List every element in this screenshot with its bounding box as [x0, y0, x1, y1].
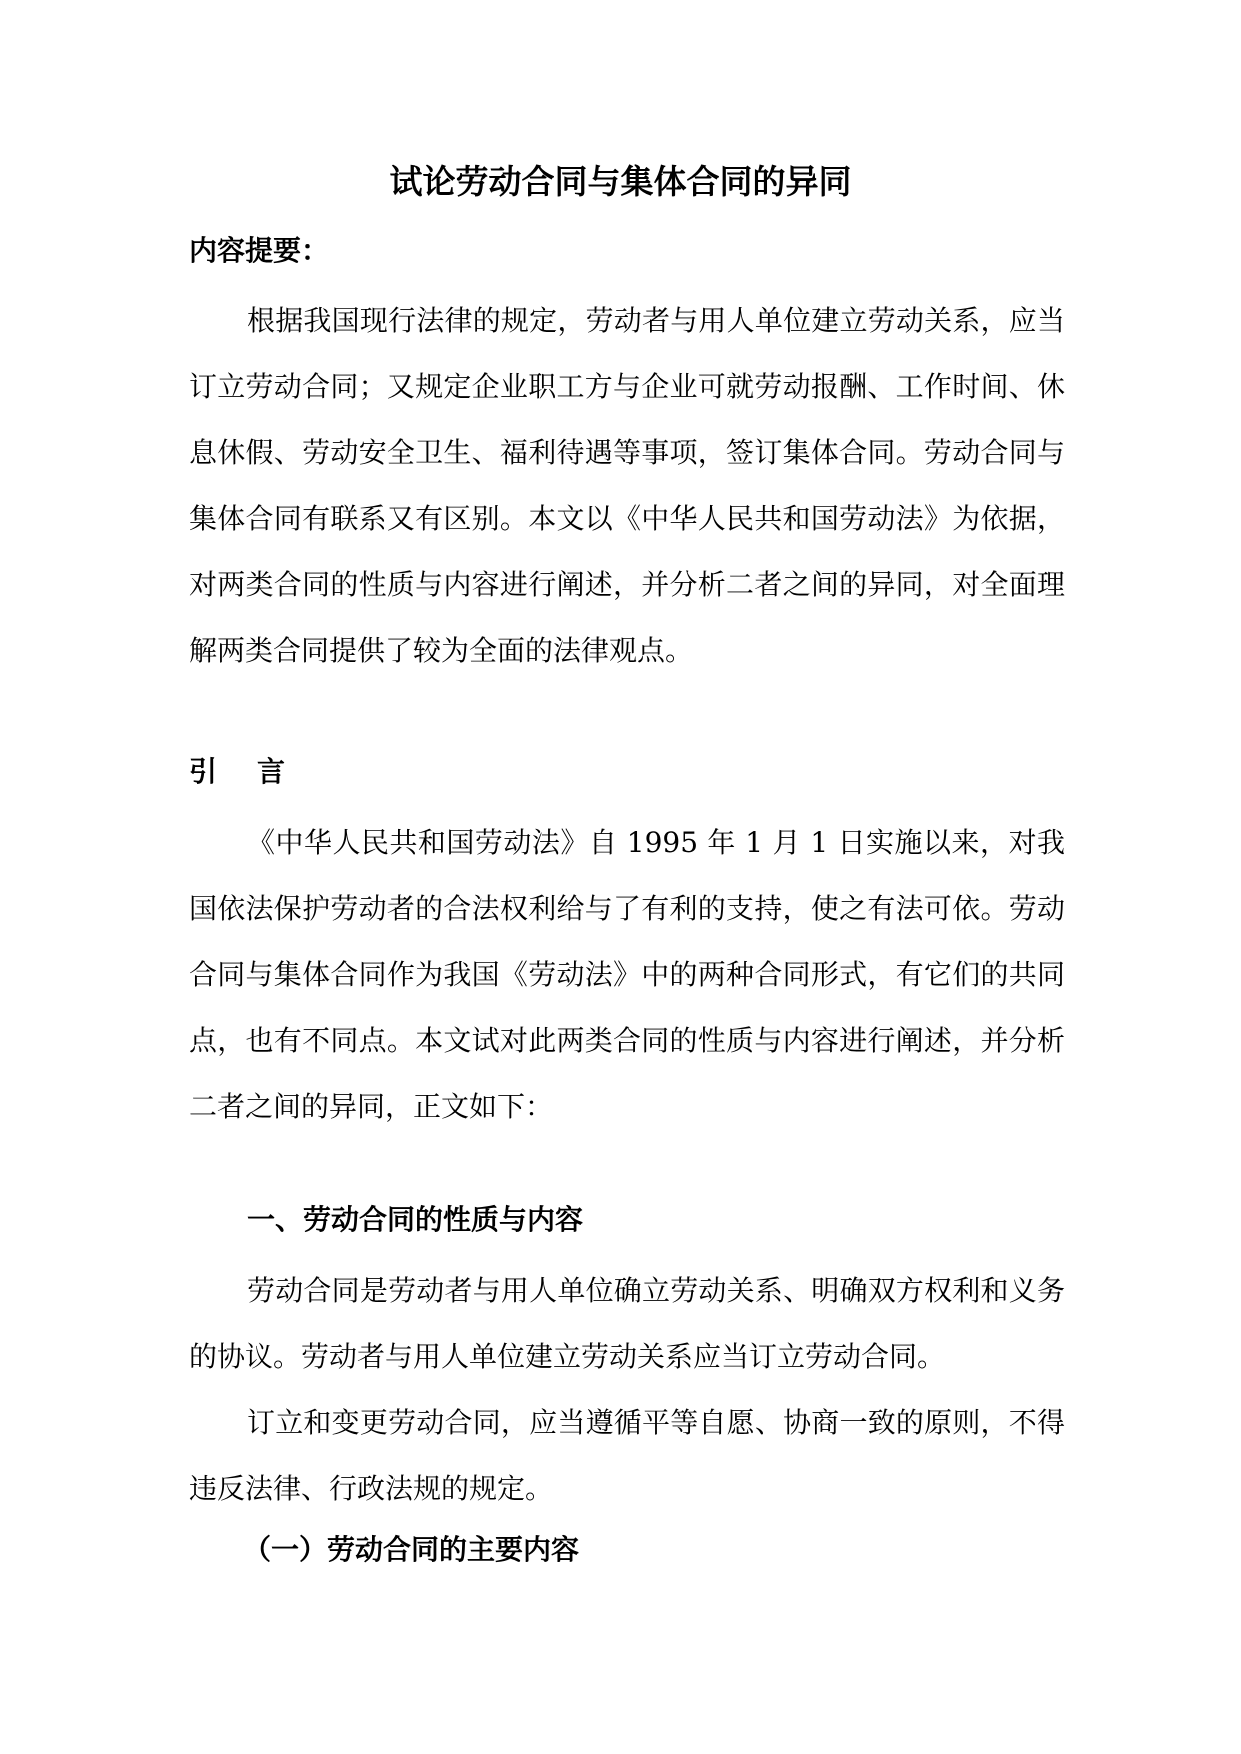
- subsection-1-heading: （一）劳动合同的主要内容: [243, 1533, 580, 1566]
- section-1-heading: 一、劳动合同的性质与内容: [247, 1203, 584, 1236]
- intro-heading: 引言: [189, 755, 326, 788]
- section-1-paragraph-2: 订立和变更劳动合同，应当遵循平等自愿、协商一致的原则，不得违反法律、行政法规的规定。: [189, 1406, 1065, 1505]
- abstract-paragraph: 根据我国现行法律的规定，劳动者与用人单位建立劳动关系，应当订立劳动合同；又规定企业职工方与企业可就劳动报酬、工作时间、休息休假、劳动安全卫生、福利待遇等事项，签订集体合同。劳动合同与集体合同有联系又有区别。本文以《中华人民共和国劳动法》为依据，对两类合同的性质与内容进行阐述，并分析二者之间的异同，对全面理解两类合同提供了较为全面的法律观点。: [189, 304, 1065, 667]
- document-title: 试论劳动合同与集体合同的异同: [389, 162, 852, 201]
- section-1-paragraph-1: 劳动合同是劳动者与用人单位确立劳动关系、明确双方权利和义务的协议。劳动者与用人单位建立劳动关系应当订立劳动合同。: [189, 1274, 1065, 1373]
- intro-paragraph: 《中华人民共和国劳动法》自 1995 年 1 月 1 日实施以来，对我国依法保护劳动者的合法权利给与了有利的支持，使之有法可依。劳动合同与集体合同作为我国《劳动法》中的两种合同形式，有它们的共同点，也有不同点。本文试对此两类合同的性质与内容进行阐述，并分析二者之间的异同，正文如下：: [189, 826, 1065, 1123]
- abstract-heading: 内容提要：: [189, 234, 330, 267]
